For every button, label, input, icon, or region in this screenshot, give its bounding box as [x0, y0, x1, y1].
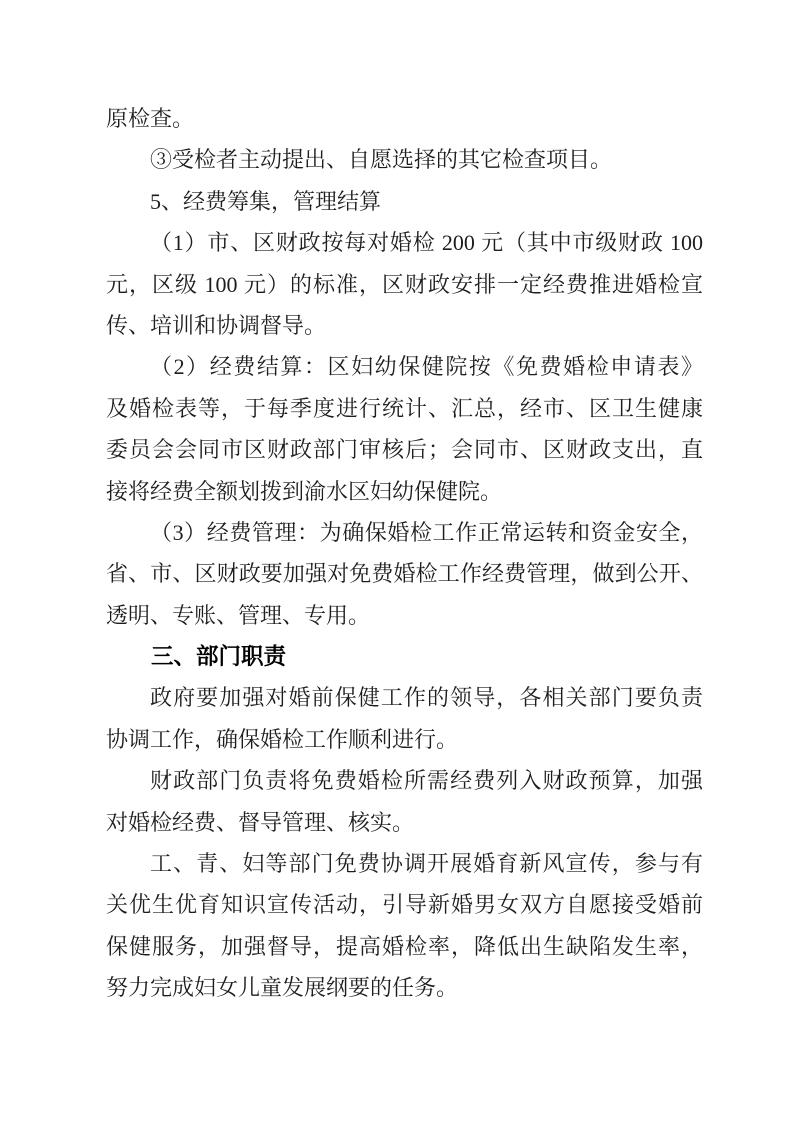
- text-line: 政府要加强对婚前保健工作的领导，各相关部门要负责: [150, 685, 703, 711]
- text-line: 关优生优育知识宣传活动，引导新婚男女双方自愿接受婚前: [106, 892, 703, 918]
- text-line: 元，区级 100 元）的标准，区财政安排一定经费推进婚检宣: [106, 271, 703, 297]
- text-line: 财政部门负责将免费婚检所需经费列入财政预算，加强: [150, 768, 703, 794]
- text-line: 接将经费全额划拨到渝水区妇幼保健院。: [106, 478, 503, 504]
- text-line: 传、培训和协调督导。: [106, 312, 327, 338]
- text-line: （2）经费结算：区妇幼保健院按《免费婚检申请表》: [150, 354, 703, 380]
- text-line: 及婚检表等，于每季度进行统计、汇总，经市、区卫生健康: [106, 395, 703, 421]
- text-line: 保健服务，加强督导，提高婚检率，降低出生缺陷发生率，: [106, 933, 703, 959]
- text-line: 工、青、妇等部门免费协调开展婚育新风宣传，参与有: [150, 851, 703, 877]
- text-line: （1）市、区财政按每对婚检 200 元（其中市级财政 100: [150, 230, 703, 256]
- text-line: 委员会会同市区财政部门审核后；会同市、区财政支出，直: [106, 437, 703, 463]
- document-body: [106, 98, 703, 1009]
- text-line: 努力完成妇女儿童发展纲要的任务。: [106, 975, 459, 1001]
- text-line: 5、经费筹集，管理结算: [150, 188, 382, 214]
- text-line: 协调工作，确保婚检工作顺利进行。: [106, 726, 459, 752]
- text-line: 对婚检经费、督导管理、核实。: [106, 809, 415, 835]
- text-line: 原检查。: [106, 106, 195, 131]
- text-line: ③受检者主动提出、自愿选择的其它检查项目。: [150, 147, 613, 173]
- section-heading: 三、部门职责: [151, 644, 287, 670]
- text-line: 透明、专账、管理、专用。: [106, 602, 371, 628]
- text-line: 省、市、区财政要加强对免费婚检工作经费管理，做到公开、: [106, 561, 703, 587]
- text-line: （3）经费管理：为确保婚检工作正常运转和资金安全，: [150, 519, 703, 545]
